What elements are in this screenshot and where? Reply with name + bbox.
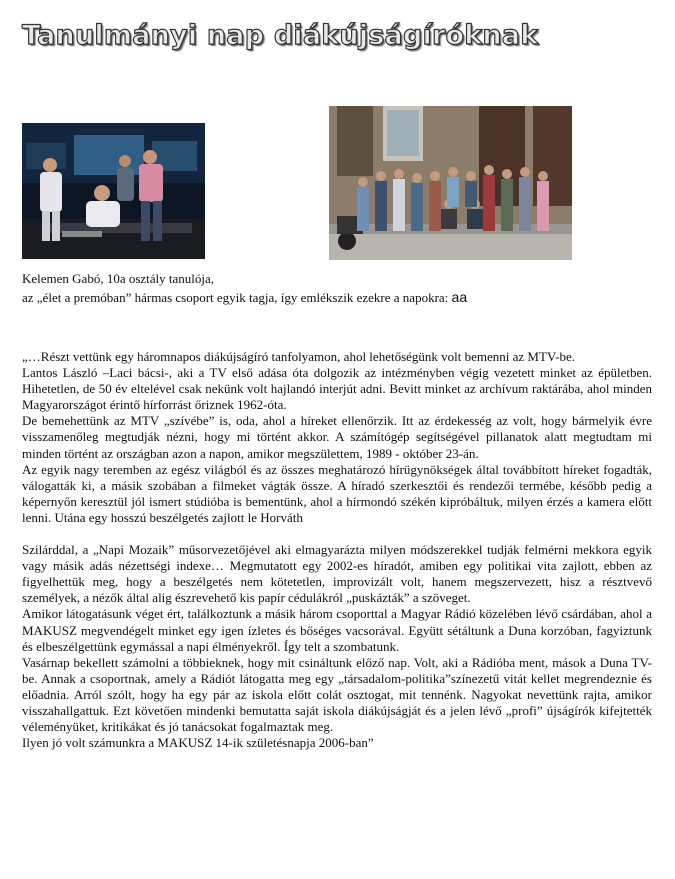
tv-studio-illustration [22,123,205,259]
paragraph-gap [22,526,652,542]
paragraph-3: De bemehettünk az MTV „szívébe” is, oda, ahol a híreket ellenőrzik. Itt az érdekesség az volt, hogy bármelyik évre visszamenőleg megtudják nézni, hogy mi történt akkor. A számítógép segítségével pillanatok alatt megtudtam mi minden történt az országban azon a napon, amikor megszülettem, 1989 - október 23-án. [22,413,652,461]
paragraph-1: „…Részt vettünk egy háromnapos diákújságíró tanfolyamon, ahol lehetőségünk volt bemenni az MTV-be. [22,349,575,364]
paragraph-4: Az egyik nagy teremben az egész világból és az összes meghatározó hírügynökségek által továbbított híreket fogadták, válogatták ki, a másik szobában a filmeket vágták össze. A híradó szerkesztői és rendezői termébe, később pedig a képernyőn keresztül jól ismert stúdióba is bementünk, ahol a hírmondó székén kipróbáltuk, milyen érzés a kamera előtt lenni. Utána egy hosszú beszélgetés zajlott le Horváth [22,461,652,525]
intro-group-line [22,288,652,307]
article-title: Tanulmányi nap diákújságíróknak [22,20,539,51]
paragraph-8: Ilyen jó volt számunkra a MAKUSZ 14-ik születésnapja 2006-ban” [22,735,374,751]
intro-tail: aa [451,289,468,305]
intro-author-line: Kelemen Gabó, 10a osztály tanulója, [22,271,215,286]
intro-block [22,270,652,307]
paragraph-6: Amikor látogatásunk véget ért, találkoztunk a másik három csoporttal a Magyar Rádió közelében lévő csárdában, ahol a MAKUSZ megvendégelt minket egy igen ízletes és bőséges vacsorával. Együtt sétáltunk a Duna korzóban, fagyiztunk és elbeszélgettünk egymással a napi élményekről. Így telt a szombatunk. [22,606,652,654]
group-photo [329,106,572,260]
article-body [22,349,652,751]
paragraph-2: Lantos László –Laci bácsi-, aki a TV első adása óta dolgozik az intézményben végig vezetett minket az épületben. Hihetetlen, de 50 év eltelével csak nekünk volt hajlandó interjút adni. Bevitt minket az archívum raktárába, ahol minden Magyarországot érintő hírforrást őriznek 1962-óta. [22,365,652,413]
paragraph-5: Szilárddal, a „Napi Mozaik” műsorvezetőjével aki elmagyarázta milyen módszerekkel tudják felmérni mekkora egyik vagy másik adás nézettségi indexe… Megmutatott egy 2002-es híradót, amiben egy politikai vita zajlott, ebben az figyelhettük meg, hogy a beszélgetés nem kötetetlen, improvizált volt, hanem megszervezett, hisz a résztvevő személyek, a nézők által alig észrevehető kis papír cédulákról „puskázták” a szöveget. [22,542,652,606]
group-photo-illustration [329,106,572,260]
paragraph-7: Vasárnap bekellett számolni a többieknek, hogy mit csináltunk előző nap. Volt, aki a Rádióba ment, mások a Duna TV-be. Annak a csoportnak, amely a Rádiót látogatta meg egy „társadalom-politika”színezetű vitát kellet megrendeznie és előadnia. Arról szólt, hogy ha egy pár az iskola előtt colát osztogat, mit tennénk. Nagyokat nevettünk rajta, amikor visszahallgattuk. Ezt követően mindenki bemutatta saját iskola diákújságját és a jelen lévő „profi” újságírók kifejtették véleményüket, kritikákat és jó tanácsokat fogalmaztak meg. [22,654,652,735]
intro-group-text: az „élet a premóban” hármas csoport egyik tagja, így emlékszik ezekre a napokra: [22,290,449,305]
tv-studio-photo [22,123,205,259]
